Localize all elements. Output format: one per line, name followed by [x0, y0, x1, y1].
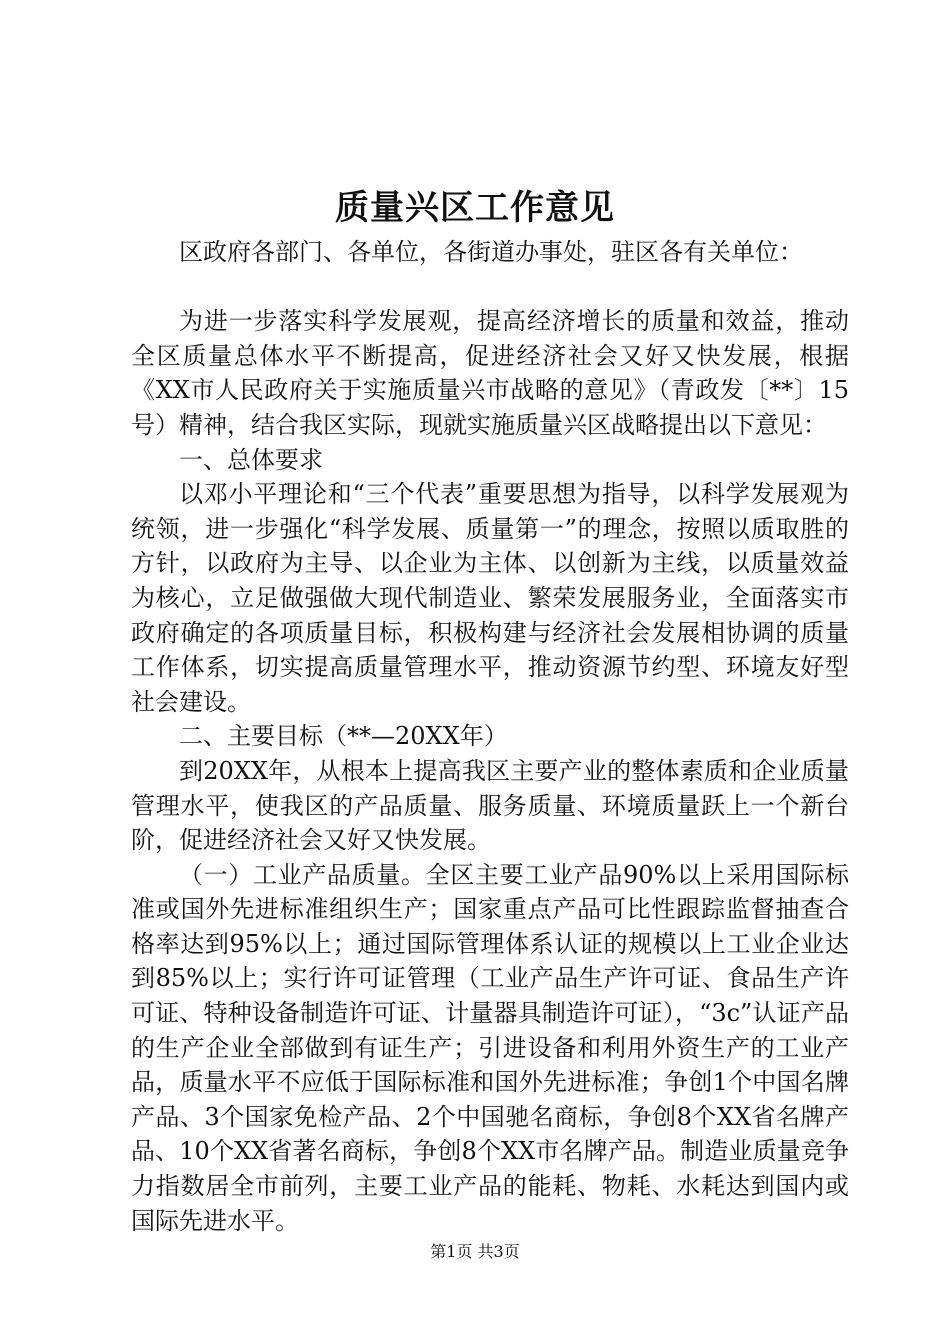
document-title: 质量兴区工作意见 [335, 188, 615, 228]
industrial-quality-paragraph: （一）工业产品质量。全区主要工业产品90%以上采用国际标准或国外先进标准组织生产；国家重点产品可比性跟踪监督抽查合格率达到95%以上；通过国际管理体系认证的规模以上工业企业达到85%以上；实行许可证管理（工业产品生产许可证、食品生产许可证、特种设备制造许可证、计量器具制造许可证），“3c”认证产品的生产企业全部做到有证生产；引进设备和利用外资生产的工业产品，质量水平不应低于国际标准和国外先进标准；争创1个中国名牌产品、3个国家免检产品、2个中国驰名商标，争创8个XX省名牌产品、10个XX省著名商标，争创8个XX市名牌产品。制造业质量竞争力指数居全市前列，主要工业产品的能耗、物耗、水耗达到国内或国际先进水平。 [131, 860, 849, 1235]
section-heading-general-requirements: 一、总体要求 [179, 445, 323, 474]
document-body [131, 235, 849, 1238]
section-heading-main-goals: 二、主要目标（**—20XX年） [179, 722, 508, 751]
salutation-paragraph: 区政府各部门、各单位，各街道办事处，驻区各有关单位： [179, 238, 803, 266]
general-requirements-paragraph: 以邓小平理论和“三个代表”重要思想为指导，以科学发展观为统领，进一步强化“科学发展、质量第一”的理念，按照以质取胜的方针，以政府为主导、以企业为主体、以创新为主线，以质量效益为核心，立足做强做大现代制造业、繁荣发展服务业，全面落实市政府确定的各项质量目标，积极构建与经济社会发展相协调的质量工作体系，切实提高质量管理水平，推动资源节约型、环境友好型社会建设。 [131, 480, 849, 716]
page-number-footer: 第1页 共3页 [430, 1242, 520, 1261]
main-goals-paragraph: 到20XX年，从根本上提高我区主要产业的整体素质和企业质量管理水平，使我区的产品质量、服务质量、环境质量跃上一个新台阶，促进经济社会又好又快发展。 [131, 756, 849, 855]
intro-paragraph: 为进一步落实科学发展观，提高经济增长的质量和效益，推动全区质量总体水平不断提高，促进经济社会又好又快发展，根据《XX市人民政府关于实施质量兴市战略的意见》（青政发〔**〕15号）精神，结合我区实际，现就实施质量兴区战略提出以下意见： [131, 307, 849, 439]
